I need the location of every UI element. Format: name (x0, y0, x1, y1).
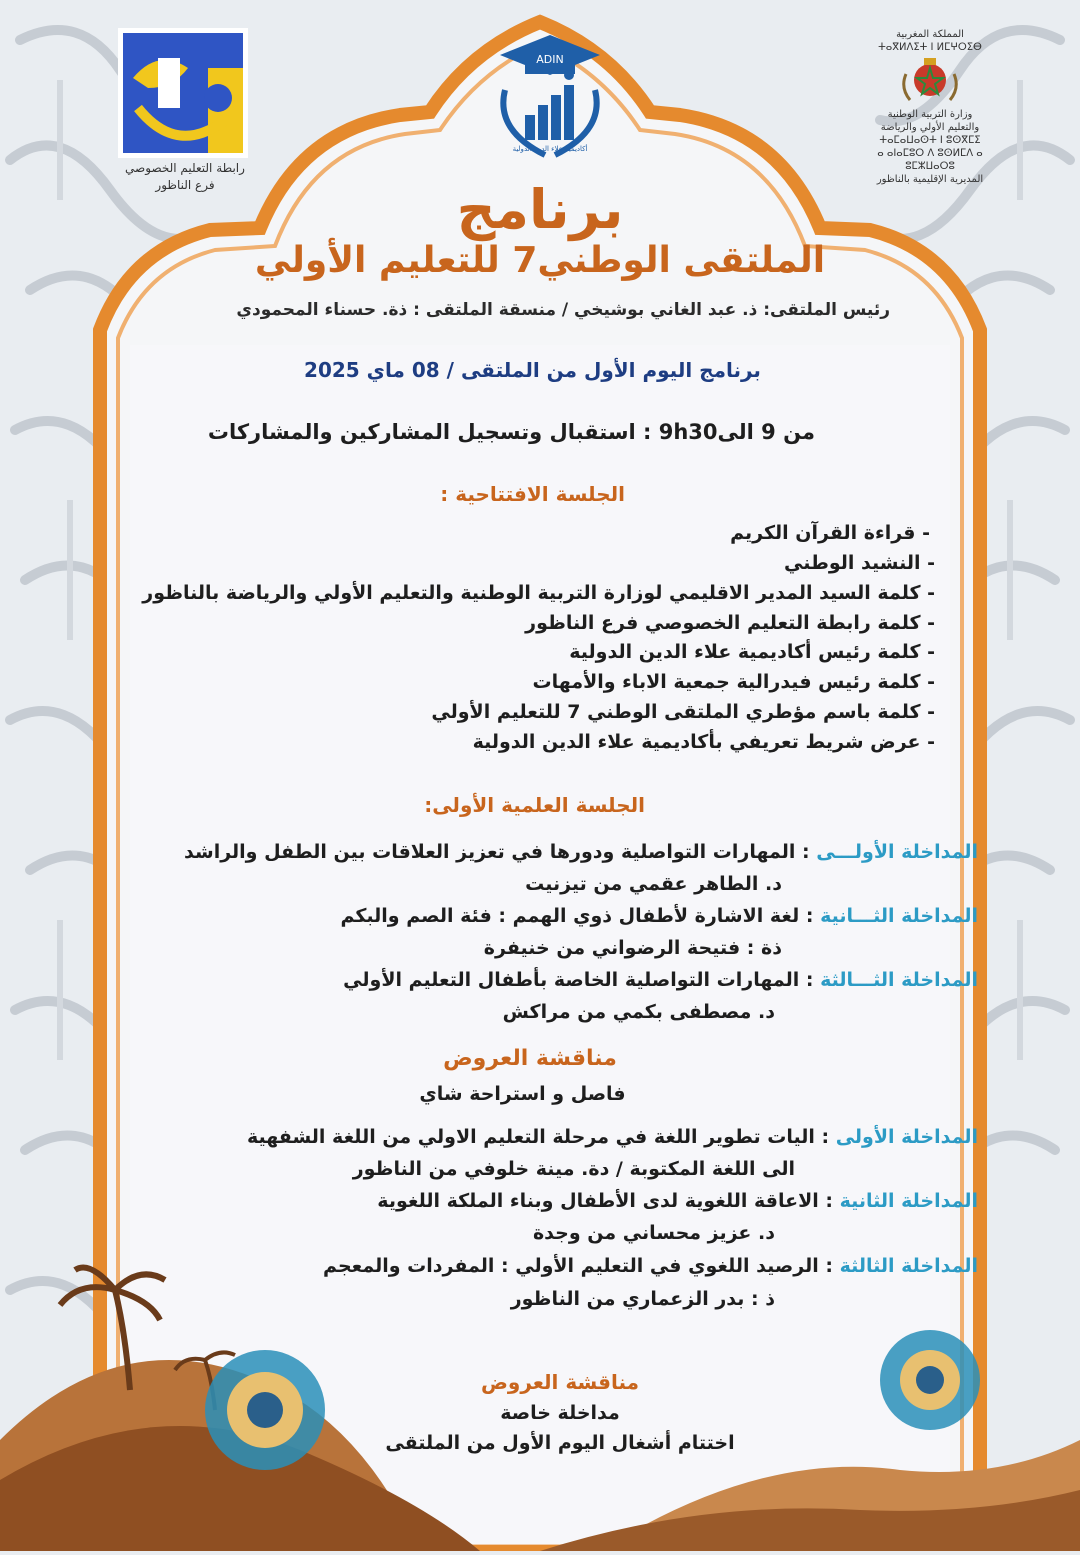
opening-item: - قراءة القرآن الكريم (730, 522, 930, 544)
presentation-topic: : لغة الاشارة لأطفال ذوي الهمم : فئة الصم والبكم (340, 905, 821, 927)
scientific-session-1-title: الجلسة العلمية الأولى: (424, 793, 645, 817)
reception-line: من 9 الى9h30 : استقبال وتسجيل المشاركين والمشاركات (207, 420, 815, 444)
ministry-block: المملكة المغربية ⵜⴰⴳⵍⴷⵉⵜ ⵏ ⵍⵎⵖⵔⵉⴱ وزارة التربية الوطنية والتعليم الأولي والرياضة ⵜⴰⵎⴰⵡⴰⵙⵜ ⵏ ⵓⵙⴳⵎⵉ ⴰ ⴰⵏⴰⵎⵓⵔ ⴷ ⵓⵙⵍⵎⴷ ⴰ ⵓⵎⵣⵡⴰⵔⵓ المديرية الإقليمية بالناظور (876, 29, 984, 185)
presentation-topic: : الرصيد اللغوي في التعليم الأولي : المفردات والمعجم (323, 1255, 840, 1277)
opening-item: - كلمة رابطة التعليم الخصوصي فرع الناظور (525, 612, 935, 634)
presentation-speaker: د. مصطفى بكمي من مراكش (502, 1001, 775, 1023)
presentation-speaker: ذ : بدر الزعماري من الناظور (510, 1288, 775, 1310)
presentation-speaker: الى اللغة المكتوبة / دة. مينة خلوفي من الناظور (352, 1158, 795, 1180)
discussion-1: مناقشة العروض (443, 1046, 617, 1071)
presentation-label: المداخلة الثـــانية (820, 905, 978, 927)
presentation-topic: : الاعاقة اللغوية لدى الأطفال وبناء الملكة اللغوية (377, 1190, 840, 1212)
presentation-topic: : اليات تطوير اللغة في مرحلة التعليم الاولي من اللغة الشفهية (246, 1126, 836, 1148)
session2-presentation-1 (247, 1126, 978, 1148)
opening-item: - كلمة السيد المدير الاقليمي لوزارة التربية الوطنية والتعليم الأولي والرياضة بالناظور (142, 582, 935, 604)
session1-presentation-1 (184, 841, 978, 863)
academy-logo-text: ADIN (536, 53, 564, 66)
presentation-label: المداخلة الثانية (839, 1190, 978, 1212)
opening-item: - النشيد الوطني (783, 552, 935, 574)
presentation-speaker: د. الطاهر عقمي من تيزنيت (525, 873, 782, 895)
moroccan-emblem-icon (900, 54, 960, 104)
presentation-label: المداخلة الثـــالثة (820, 969, 978, 991)
special-intervention: مداخلة خاصة (500, 1402, 620, 1424)
discussion-2: مناقشة العروض (480, 1370, 640, 1394)
tea-break: فاصل و استراحة شاي (419, 1083, 626, 1105)
session1-presentation-3 (343, 969, 978, 991)
opening-session-title: الجلسة الافتتاحية : (440, 482, 625, 506)
presentation-topic: : المهارات التواصلية ودورها في تعزيز العلاقات بين الطفل والراشد (184, 841, 817, 863)
presentation-speaker: د. عزيز محساني من وجدة (532, 1222, 775, 1244)
session1-presentation-2 (340, 905, 978, 927)
day-title: برنامج اليوم الأول من الملتقى / 08 ماي 2025 (304, 358, 761, 382)
event-title: الملتقى الوطني7 للتعليم الأولي (254, 240, 826, 281)
program-title: برنامج (456, 178, 624, 241)
opening-item: - كلمة رئيس فيدرالية جمعية الاباء والأمهات (532, 671, 935, 693)
presentation-label: المداخلة الأولـــى (816, 841, 978, 863)
opening-item: - كلمة رئيس أكاديمية علاء الدين الدولية (569, 641, 935, 663)
closing-line: اختتام أشغال اليوم الأول من الملتقى (385, 1432, 735, 1454)
opening-item: - كلمة باسم مؤطري الملتقى الوطني 7 للتعليم الأولي (431, 701, 935, 723)
presentation-label: المداخلة الثالثة (839, 1255, 978, 1277)
organizers-line: رئيس الملتقى: ذ. عبد الغاني بوشيخي / منسقة الملتقى : ذة. حسناء المحمودي (236, 300, 890, 320)
presentation-topic: : المهارات التواصلية الخاصة بأطفال التعليم الأولي (343, 969, 821, 991)
academy-logo (485, 30, 615, 160)
presentation-speaker: ذة : فتيحة الرضواني من خنيفرة (483, 937, 782, 959)
presentation-label: المداخلة الأولى (835, 1126, 978, 1148)
academy-logo-caption: أكاديمية علاء الدين الدولية (512, 145, 588, 153)
league-logo-caption: رابطة التعليم الخصوصي فرع الناظور (125, 161, 245, 192)
session2-presentation-2 (377, 1190, 978, 1212)
league-logo (118, 28, 248, 158)
opening-item: - عرض شريط تعريفي بأكاديمية علاء الدين الدولية (472, 731, 935, 753)
